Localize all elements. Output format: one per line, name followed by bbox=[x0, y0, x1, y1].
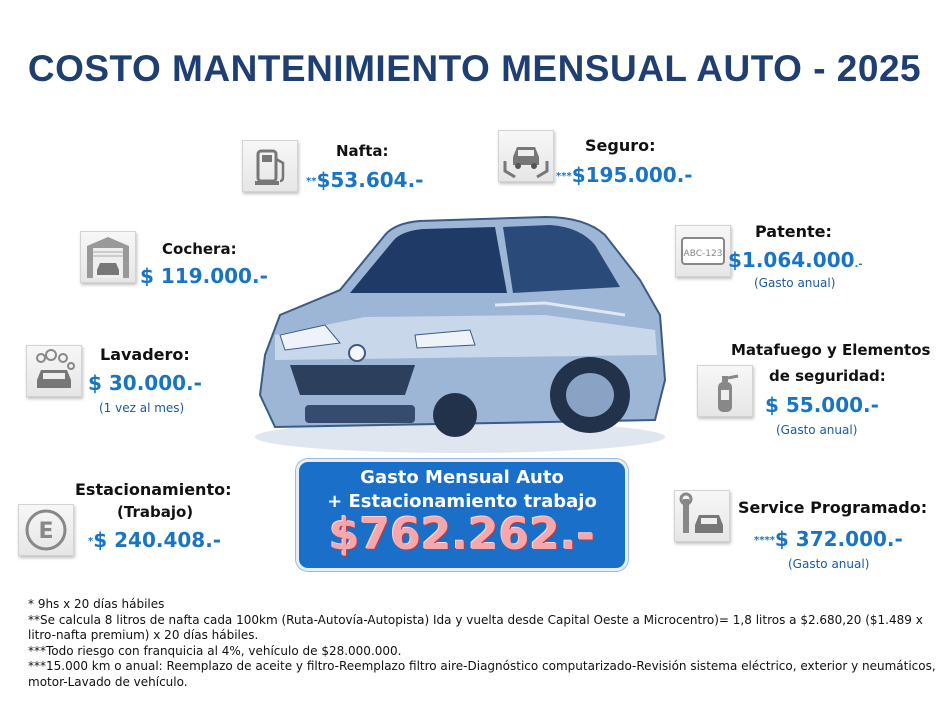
plate-text: ABC-123 bbox=[683, 249, 723, 259]
footnote-3: ***Todo riesgo con franquicia al 4%, vehículo de $28.000.000. bbox=[28, 643, 402, 658]
estacionamiento-label-line1: Estacionamiento: bbox=[75, 480, 232, 499]
matafuego-amount: $ 55.000.- bbox=[765, 393, 879, 417]
cochera-label: Cochera: bbox=[162, 240, 237, 258]
car-illustration bbox=[245, 205, 675, 455]
lavadero-amount: $ 30.000.- bbox=[88, 371, 202, 395]
garage-icon bbox=[80, 231, 136, 283]
car-wash-icon bbox=[26, 345, 82, 397]
nafta-footnote-marker: ** bbox=[306, 176, 317, 187]
total-title-line2: + Estacionamiento trabajo bbox=[327, 491, 597, 512]
parking-icon bbox=[18, 504, 74, 556]
car-service-icon bbox=[674, 490, 730, 542]
footnote-1: * 9hs x 20 días hábiles bbox=[28, 597, 165, 611]
estacionamiento-amount-value: $ 240.408.- bbox=[93, 528, 222, 552]
total-box bbox=[296, 459, 628, 571]
fuel-pump-icon bbox=[242, 140, 298, 192]
nafta-amount bbox=[306, 168, 423, 192]
footnote-2: **Se calcula 8 litros de nafta cada 100km (Ruta-Autovía-Autopista) Ida y vuelta desde Capital Oeste a Microcentro)= 1,8 litros a $2.680,20 ($1.489 x litro-nafta premium) x 20 días hábiles. bbox=[28, 612, 923, 642]
matafuego-note: (Gasto anual) bbox=[776, 423, 858, 437]
service-footnote-marker: **** bbox=[754, 535, 775, 546]
total-title-line1: Gasto Mensual Auto bbox=[360, 467, 564, 488]
estacionamiento-amount bbox=[88, 528, 221, 552]
page-title: COSTO MANTENIMIENTO MENSUAL AUTO - 2025 bbox=[27, 48, 922, 89]
matafuego-label-line1: Matafuego y Elementos bbox=[731, 341, 931, 359]
lavadero-label: Lavadero: bbox=[100, 345, 190, 364]
patente-note: (Gasto anual) bbox=[754, 276, 836, 290]
service-amount bbox=[754, 527, 903, 551]
footnotes bbox=[28, 597, 938, 690]
footnote-4: ***15.000 km o anual: Reemplazo de aceite y filtro-Reemplazo filtro aire-Diagnóstico computarizado-Revisión sistema eléctrico, exterior y neumáticos, motor-Lavado de vehículo. bbox=[28, 659, 936, 689]
license-plate-icon bbox=[675, 225, 731, 277]
patente-amount-value: $1.064.000 bbox=[728, 248, 855, 272]
matafuego-label-line2: de seguridad: bbox=[769, 367, 886, 385]
seguro-amount-value: $195.000.- bbox=[571, 163, 693, 187]
fire-extinguisher-icon bbox=[697, 365, 753, 417]
service-label: Service Programado: bbox=[738, 498, 928, 517]
patente-amount-suffix: .- bbox=[854, 259, 863, 270]
parking-letter: E bbox=[38, 519, 54, 544]
service-note: (Gasto anual) bbox=[788, 557, 870, 571]
seguro-amount bbox=[556, 163, 693, 187]
estacionamiento-footnote-marker: * bbox=[88, 536, 94, 547]
car-insurance-icon bbox=[498, 130, 554, 182]
seguro-footnote-marker: *** bbox=[556, 171, 572, 182]
lavadero-note: (1 vez al mes) bbox=[99, 401, 185, 415]
cochera-amount: $ 119.000.- bbox=[140, 264, 268, 288]
patente-amount bbox=[728, 248, 862, 272]
nafta-label: Nafta: bbox=[336, 142, 389, 160]
service-amount-value: $ 372.000.- bbox=[774, 527, 903, 551]
patente-label: Patente: bbox=[755, 222, 832, 241]
nafta-amount-value: $53.604.- bbox=[316, 168, 424, 192]
estacionamiento-label-line2: (Trabajo) bbox=[117, 503, 194, 521]
total-value: $762.262.- bbox=[329, 509, 595, 560]
seguro-label: Seguro: bbox=[585, 136, 656, 155]
